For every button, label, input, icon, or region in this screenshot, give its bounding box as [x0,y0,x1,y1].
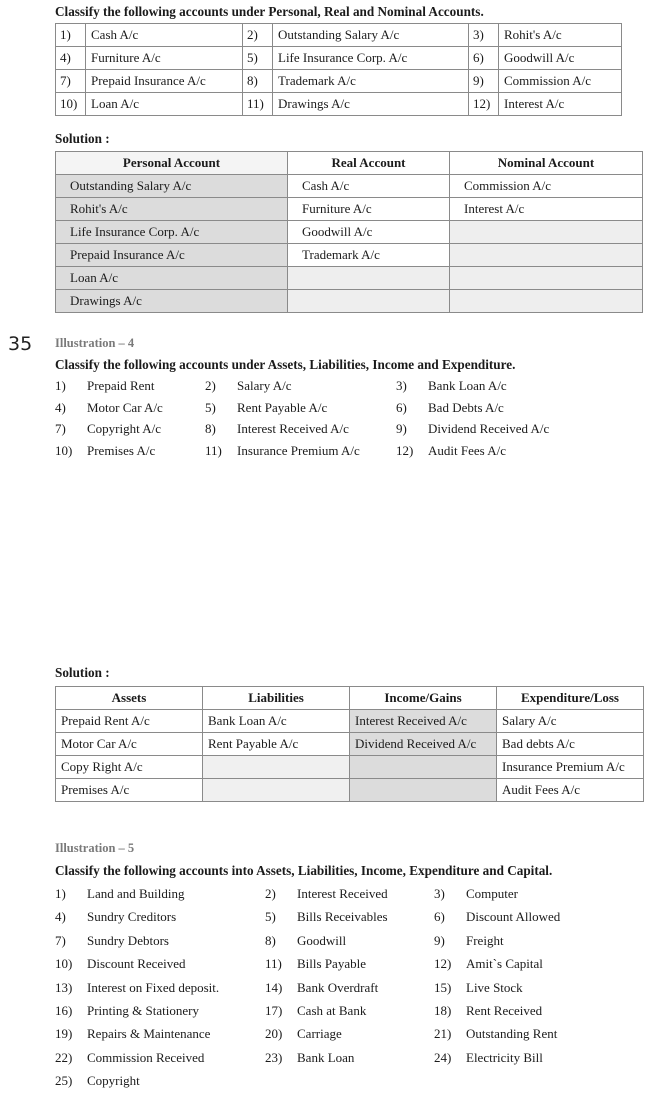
account-name: Furniture A/c [86,47,243,70]
list-item [434,999,634,1022]
item-number: 6) [469,47,499,70]
item-number: 3) [469,24,499,47]
account-name: Bills Receivables [297,909,388,925]
account-name: Land and Building [87,886,185,901]
table-row [56,290,643,313]
table-cell [450,290,643,313]
account-name: Computer [466,886,518,901]
column-header: Assets [56,687,203,710]
account-name: Outstanding Rent [466,1026,558,1042]
table-cell: Insurance Premium A/c [497,756,644,779]
item-number: 12) [396,442,414,458]
table-cell: Rohit's A/c [56,198,288,221]
table-cell: Prepaid Rent A/c [56,710,203,733]
item-number: 13) [55,979,73,995]
item-number: 11) [243,93,273,116]
list-item [55,976,265,999]
table-row [56,756,644,779]
illustration4-heading: Classify the following accounts under Assets, Liabilities, Income and Expenditure. [55,357,516,372]
table-row [56,221,643,244]
account-name: Prepaid Rent [87,378,155,393]
account-name: Interest on Fixed deposit. [87,979,220,995]
list-item [434,905,634,928]
table-cell: Premises A/c [56,779,203,802]
assets-liabilities-income-table [55,686,644,802]
item-number: 8) [205,421,216,437]
list-item [265,929,434,952]
illustration4-label: Illustration – 4 [55,336,135,350]
item-number: 1) [56,24,86,47]
item-number: 12) [434,956,452,972]
item-number: 22) [55,1049,73,1065]
illustration5-label: Illustration – 5 [55,841,135,855]
account-name: Amit`s Capital [466,956,543,972]
column-header: Real Account [288,152,450,175]
item-number: 6) [434,909,445,925]
table-cell: Motor Car A/c [56,733,203,756]
item-number: 11) [265,956,282,972]
list-item [434,976,634,999]
table-row [56,93,622,116]
list-item [55,1046,265,1069]
account-name: Live Stock [466,979,523,995]
item-number: 2) [205,378,216,393]
item-number: 18) [434,1002,452,1018]
table-cell: Goodwill A/c [288,221,450,244]
list-item [55,440,205,462]
item-number: 4) [55,399,66,415]
account-name: Discount Allowed [466,909,561,925]
account-name: Life Insurance Corp. A/c [273,47,469,70]
page-number: 35 [8,333,33,355]
account-name: Sundry Debtors [87,932,169,948]
account-name: Carriage [297,1026,342,1042]
list-item [205,397,396,419]
table-cell: Prepaid Insurance A/c [56,244,288,267]
list-item [434,1046,634,1069]
item-number: 14) [265,979,283,995]
item-number: 4) [56,47,86,70]
list-item [55,929,265,952]
item-number: 10) [56,93,86,116]
account-name: Commission Received [87,1049,205,1065]
table-row [56,175,643,198]
item-number: 1) [55,378,66,393]
table-cell: Rent Payable A/c [203,733,350,756]
account-name: Bad Debts A/c [428,399,504,415]
table-cell: Interest Received A/c [350,710,497,733]
account-name: Rohit's A/c [499,24,622,47]
table-cell [450,221,643,244]
account-name: Bank Loan A/c [428,378,507,393]
list-item [396,440,616,462]
table-row [56,267,643,290]
table-cell [350,756,497,779]
list-item [55,952,265,975]
table-row [56,244,643,267]
list-item [55,418,205,440]
item-number: 7) [55,421,66,437]
table-row [56,198,643,221]
table-cell: Cash A/c [288,175,450,198]
item-number: 9) [396,421,407,437]
item-number: 19) [55,1026,73,1042]
table-cell: Drawings A/c [56,290,288,313]
table-cell [450,267,643,290]
list-item [205,418,396,440]
item-number: 9) [469,70,499,93]
item-number: 7) [56,70,86,93]
account-name: Loan A/c [86,93,243,116]
item-number: 15) [434,979,452,995]
account-name: Goodwill [297,932,347,948]
table-cell [288,290,450,313]
item-number: 8) [243,70,273,93]
list-item [55,1022,265,1045]
item-number: 5) [243,47,273,70]
list-item [265,1022,434,1045]
account-name: Sundry Creditors [87,909,177,925]
item-number: 7) [55,932,66,948]
item-number: 24) [434,1049,452,1065]
table-cell [450,244,643,267]
list-item [205,375,396,397]
list-item [265,999,434,1022]
table-cell: Salary A/c [497,710,644,733]
table-cell: Dividend Received A/c [350,733,497,756]
column-header: Expenditure/Loss [497,687,644,710]
item-number: 1) [55,886,66,901]
account-name: Goodwill A/c [499,47,622,70]
account-name: Cash A/c [86,24,243,47]
item-number: 17) [265,1002,283,1018]
item-number: 3) [396,378,407,393]
list-item [265,976,434,999]
table-row [56,733,644,756]
section1-heading: Classify the following accounts under Personal, Real and Nominal Accounts. [55,4,484,19]
table-cell [203,756,350,779]
account-name: Drawings A/c [273,93,469,116]
account-name: Audit Fees A/c [428,442,506,458]
account-name: Printing & Stationery [87,1002,199,1018]
account-name: Interest Received A/c [237,421,349,437]
item-number: 5) [205,399,216,415]
item-number: 10) [55,442,73,458]
account-name: Cash at Bank [297,1002,367,1018]
table-cell: Bank Loan A/c [203,710,350,733]
item-number: 10) [55,956,73,972]
account-name: Rent Payable A/c [237,399,328,415]
account-name: Rent Received [466,1002,543,1018]
account-name: Copyright A/c [87,421,162,437]
solution1-label: Solution : [55,131,110,146]
table-cell: Life Insurance Corp. A/c [56,221,288,244]
list-item [396,397,616,419]
item-number: 16) [55,1002,73,1018]
item-number: 12) [469,93,499,116]
illustration5-heading: Classify the following accounts into Assets, Liabilities, Income, Expenditure and Capital. [55,863,553,878]
illustration5-account-list [55,882,634,1093]
column-header: Liabilities [203,687,350,710]
item-number: 25) [55,1073,73,1089]
list-item [434,952,634,975]
item-number: 2) [265,886,276,901]
account-name: Dividend Received A/c [428,421,550,437]
account-name: Trademark A/c [273,70,469,93]
item-number: 20) [265,1026,283,1042]
list-item [55,999,265,1022]
list-item [265,1046,434,1069]
item-number: 2) [243,24,273,47]
table-row [56,24,622,47]
table-cell [350,779,497,802]
list-item [265,882,434,905]
account-name: Premises A/c [87,442,156,458]
table-row [56,70,622,93]
column-header: Income/Gains [350,687,497,710]
account-name: Copyright [87,1073,140,1089]
item-number: 3) [434,886,445,901]
account-name: Bank Loan [297,1049,355,1065]
list-item [55,1069,265,1092]
table-cell [203,779,350,802]
illustration4-account-list [55,375,616,461]
account-name: Bills Payable [297,956,366,972]
table-cell: Commission A/c [450,175,643,198]
account-name: Bank Overdraft [297,979,379,995]
table-cell: Bad debts A/c [497,733,644,756]
item-number: 8) [265,932,276,948]
solution2-label: Solution : [55,665,110,680]
account-name: Commission A/c [499,70,622,93]
table-cell: Loan A/c [56,267,288,290]
accounts-question-table [55,23,622,116]
list-item [396,418,616,440]
table-cell: Copy Right A/c [56,756,203,779]
list-item [434,882,634,905]
list-item [434,929,634,952]
item-number: 9) [434,932,445,948]
account-name: Electricity Bill [466,1049,543,1065]
account-name: Salary A/c [237,378,292,393]
item-number: 5) [265,909,276,925]
table-row [56,710,644,733]
item-number: 21) [434,1026,452,1042]
list-item [55,882,265,905]
table-cell: Audit Fees A/c [497,779,644,802]
list-item [265,952,434,975]
list-item [434,1022,634,1045]
account-name: Repairs & Maintenance [87,1026,211,1042]
table-cell: Interest A/c [450,198,643,221]
account-name: Interest A/c [499,93,622,116]
account-name: Prepaid Insurance A/c [86,70,243,93]
list-item [55,397,205,419]
table-row [56,779,644,802]
list-item [205,440,396,462]
column-header: Nominal Account [450,152,643,175]
account-name: Interest Received [297,886,388,901]
item-number: 4) [55,909,66,925]
column-header: Personal Account [56,152,288,175]
table-cell: Outstanding Salary A/c [56,175,288,198]
item-number: 6) [396,399,407,415]
list-item [265,905,434,928]
list-item [55,375,205,397]
account-name: Discount Received [87,956,186,972]
account-name: Outstanding Salary A/c [273,24,469,47]
account-name: Insurance Premium A/c [237,442,360,458]
account-name: Freight [466,932,504,948]
item-number: 23) [265,1049,283,1065]
table-cell [288,267,450,290]
personal-real-nominal-table [55,151,643,313]
table-cell: Furniture A/c [288,198,450,221]
list-item [396,375,616,397]
table-cell: Trademark A/c [288,244,450,267]
item-number: 11) [205,442,222,458]
table-row [56,47,622,70]
account-name: Motor Car A/c [87,399,163,415]
list-item [55,905,265,928]
